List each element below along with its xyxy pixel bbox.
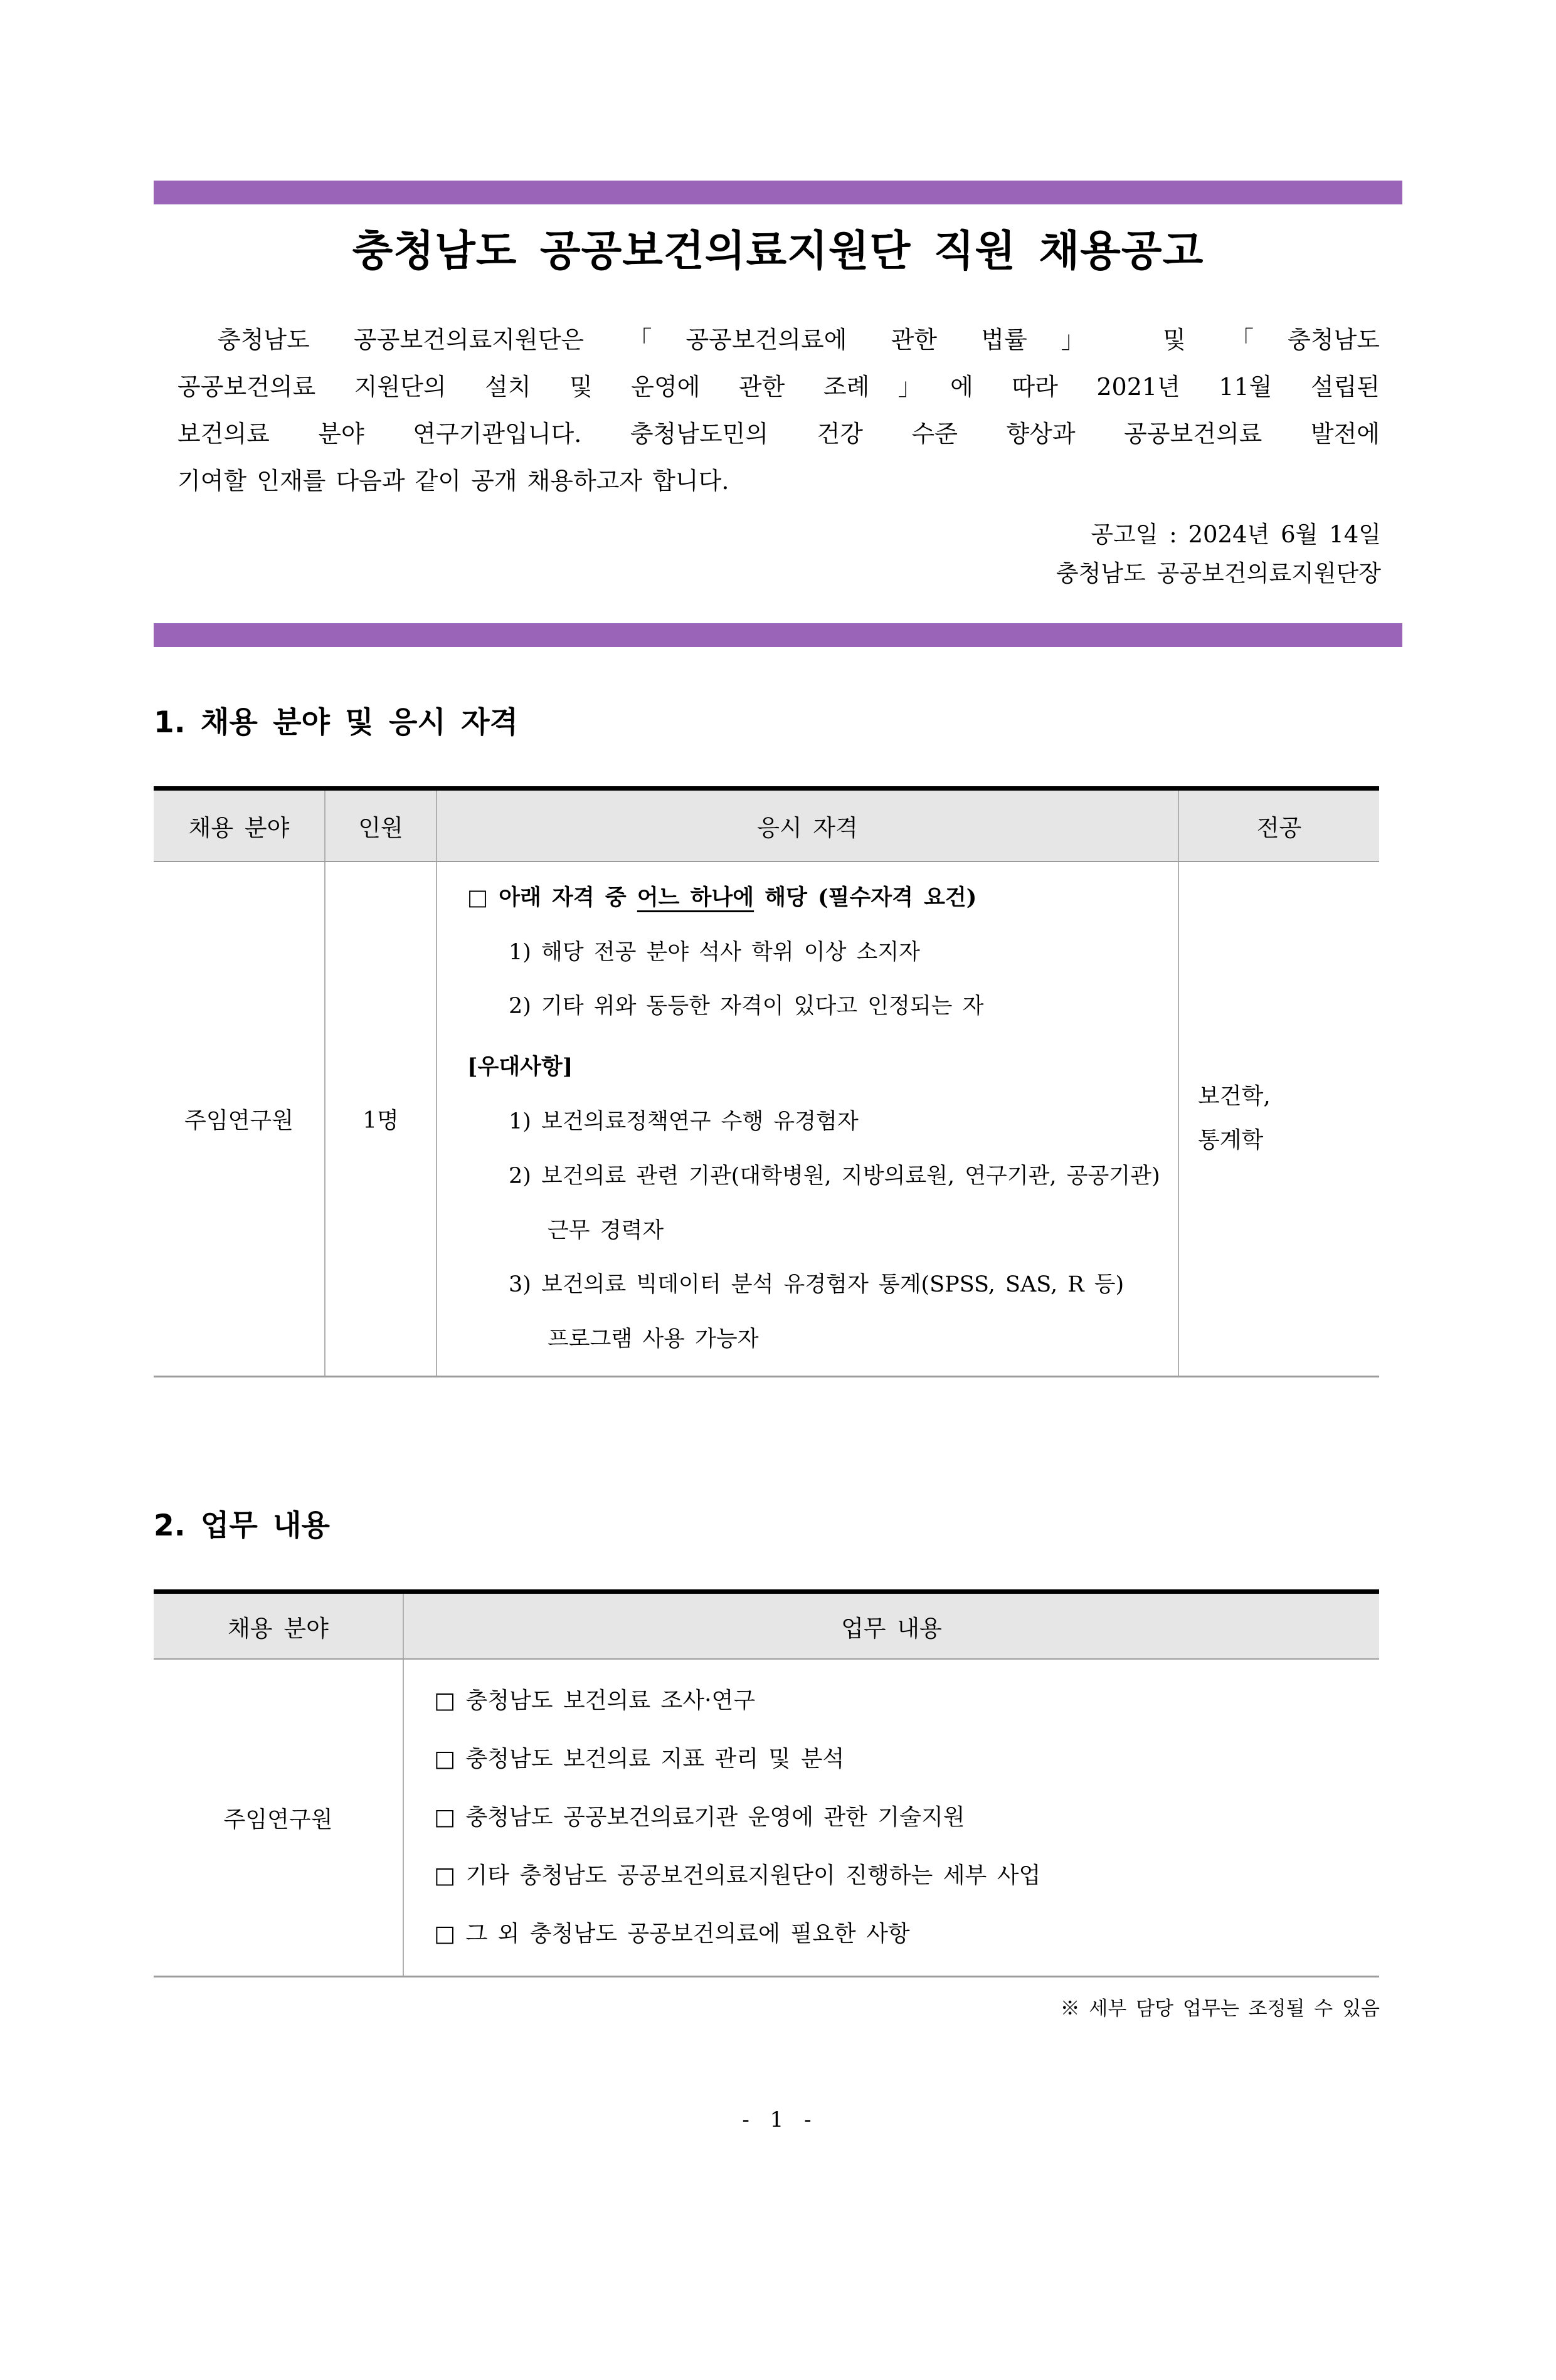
table-row [154, 1659, 1379, 1977]
required-qualification-title [467, 871, 1160, 925]
required-item: 1) 해당 전공 분야 석사 학위 이상 소지자 [509, 939, 920, 965]
preferred-item: 2) 보건의료 관련 기관(대학병원, 지방의료원, 연구기관, 공공기관) 근무 경력자 [509, 1163, 1160, 1243]
page-number: - 1 - [742, 2107, 814, 2133]
intro-line: 공공보건의료 지원단의 설치 및 운영에 관한 조례」에 따라 2021년 11월 설립된 [177, 372, 1380, 401]
preferred-item: 1) 보건의료정책연구 수행 유경험자 [509, 1109, 859, 1134]
position-cell: 주임연구원 [184, 1107, 294, 1134]
intro-line: 충청남도 공공보건의료지원단은 「공공보건의료에 관한 법률」 및 「충청남도 [218, 326, 1380, 354]
duty-item: □ 그 외 충청남도 공공보건의료에 필요한 사항 [434, 1920, 910, 1947]
required-item: 2) 기타 위와 동등한 자격이 있다고 인정되는 자 [509, 994, 984, 1019]
major-line: 통계학 [1198, 1127, 1264, 1154]
footnote: ※ 세부 담당 업무는 조정될 수 있음 [1060, 1998, 1380, 2021]
column-header-major: 전공 [1178, 788, 1379, 861]
signature-line: 충청남도 공공보건의료지원단장 [1056, 560, 1381, 587]
column-header-position: 채용 분야 [154, 1592, 403, 1660]
required-title-underlined: 어느 하나에 [637, 884, 754, 910]
preferred-item: 3) 보건의료 빅데이터 분석 유경험자 통계(SPSS, SAS, R 등) 프로그램 사용 가능자 [509, 1272, 1125, 1352]
preferred-qualification-title: [우대사항] [467, 1054, 573, 1080]
accent-bar-bottom [154, 623, 1402, 647]
table-header-row [154, 788, 1379, 861]
duty-item: □ 충청남도 공공보건의료기관 운영에 관한 기술지원 [434, 1804, 965, 1830]
announcement-date: 공고일 : 2024년 6월 14일 [1091, 521, 1381, 549]
position-cell: 주임연구원 [223, 1806, 333, 1833]
required-title-prefix: □ 아래 자격 중 [467, 884, 637, 910]
intro-line: 보건의료 분야 연구기관입니다. 충청남도민의 건강 수준 향상과 공공보건의료 발전에 [177, 419, 1380, 448]
duties-table [154, 1589, 1379, 1977]
section1-heading: 1. 채용 분야 및 응시 자격 [154, 705, 518, 740]
accent-bar-top [154, 181, 1402, 204]
column-header-position: 채용 분야 [154, 788, 325, 861]
column-header-qualification: 응시 자격 [437, 788, 1178, 861]
duty-item: □ 충청남도 보건의료 지표 관리 및 분석 [434, 1746, 845, 1772]
major-cell [1178, 861, 1379, 1377]
table-header-row [154, 1592, 1379, 1660]
section2-heading: 2. 업무 내용 [154, 1508, 330, 1543]
duty-item: □ 충청남도 보건의료 조사·연구 [434, 1688, 756, 1714]
table-row [154, 861, 1379, 1377]
major-line: 보건학, [1198, 1083, 1271, 1110]
document-title: 충청남도 공공보건의료지원단 직원 채용공고 [352, 226, 1204, 275]
document-page [0, 181, 1556, 2380]
column-header-duties: 업무 내용 [403, 1592, 1379, 1660]
required-title-suffix: 해당 (필수자격 요건) [754, 884, 977, 910]
qualification-cell [437, 861, 1178, 1377]
recruitment-qualification-table [154, 786, 1379, 1377]
count-cell: 1명 [325, 861, 437, 1377]
intro-line: 기여할 인재를 다음과 같이 공개 채용하고자 합니다. [177, 466, 729, 495]
column-header-count: 인원 [325, 788, 437, 861]
duty-item: □ 기타 충청남도 공공보건의료지원단이 진행하는 세부 사업 [434, 1862, 1041, 1888]
duties-cell [403, 1659, 1379, 1977]
intro-paragraph [177, 317, 1380, 504]
